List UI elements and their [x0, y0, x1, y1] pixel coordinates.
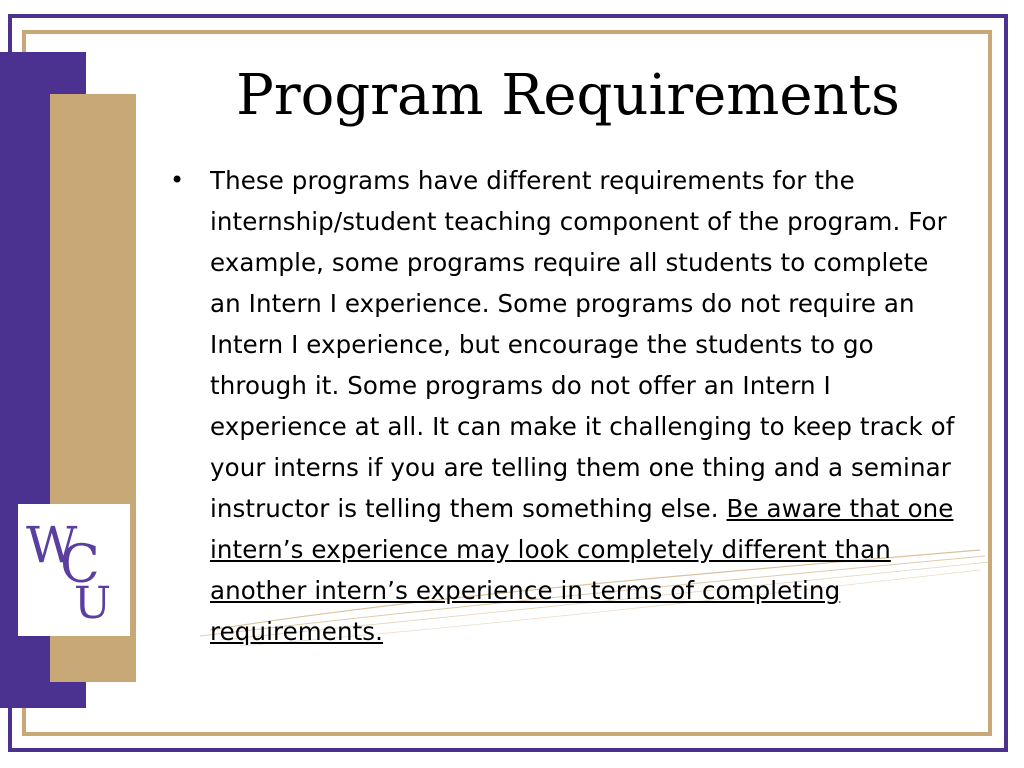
svg-text:C: C: [60, 535, 100, 595]
wcu-logo-icon: [18, 504, 130, 636]
wcu-logo-graphic: [18, 504, 130, 636]
body-text: These programs have different requirements for the internship/student teaching component of the program. For example, some programs require all students to complete an Intern I experience. Some programs do not require an Intern I experience, but encourage the students to go through it. Some programs do not offer an Intern I experience at all. It can make it challenging to keep track of your interns if you are telling them one thing and a seminar instructor is telling them something else.: [210, 166, 955, 523]
svg-text:U: U: [74, 578, 112, 629]
svg-text:W: W: [26, 516, 78, 574]
bullet-glyph: •: [170, 166, 185, 194]
bullet-item: [170, 160, 970, 652]
emphasis-text: Be aware that one intern’s experience may look completely different than another intern’s experience in terms of completing requirements.: [210, 494, 954, 646]
slide-title: Program Requirements: [236, 63, 900, 128]
bullet-text: [210, 160, 962, 652]
slide-body: [170, 160, 970, 652]
